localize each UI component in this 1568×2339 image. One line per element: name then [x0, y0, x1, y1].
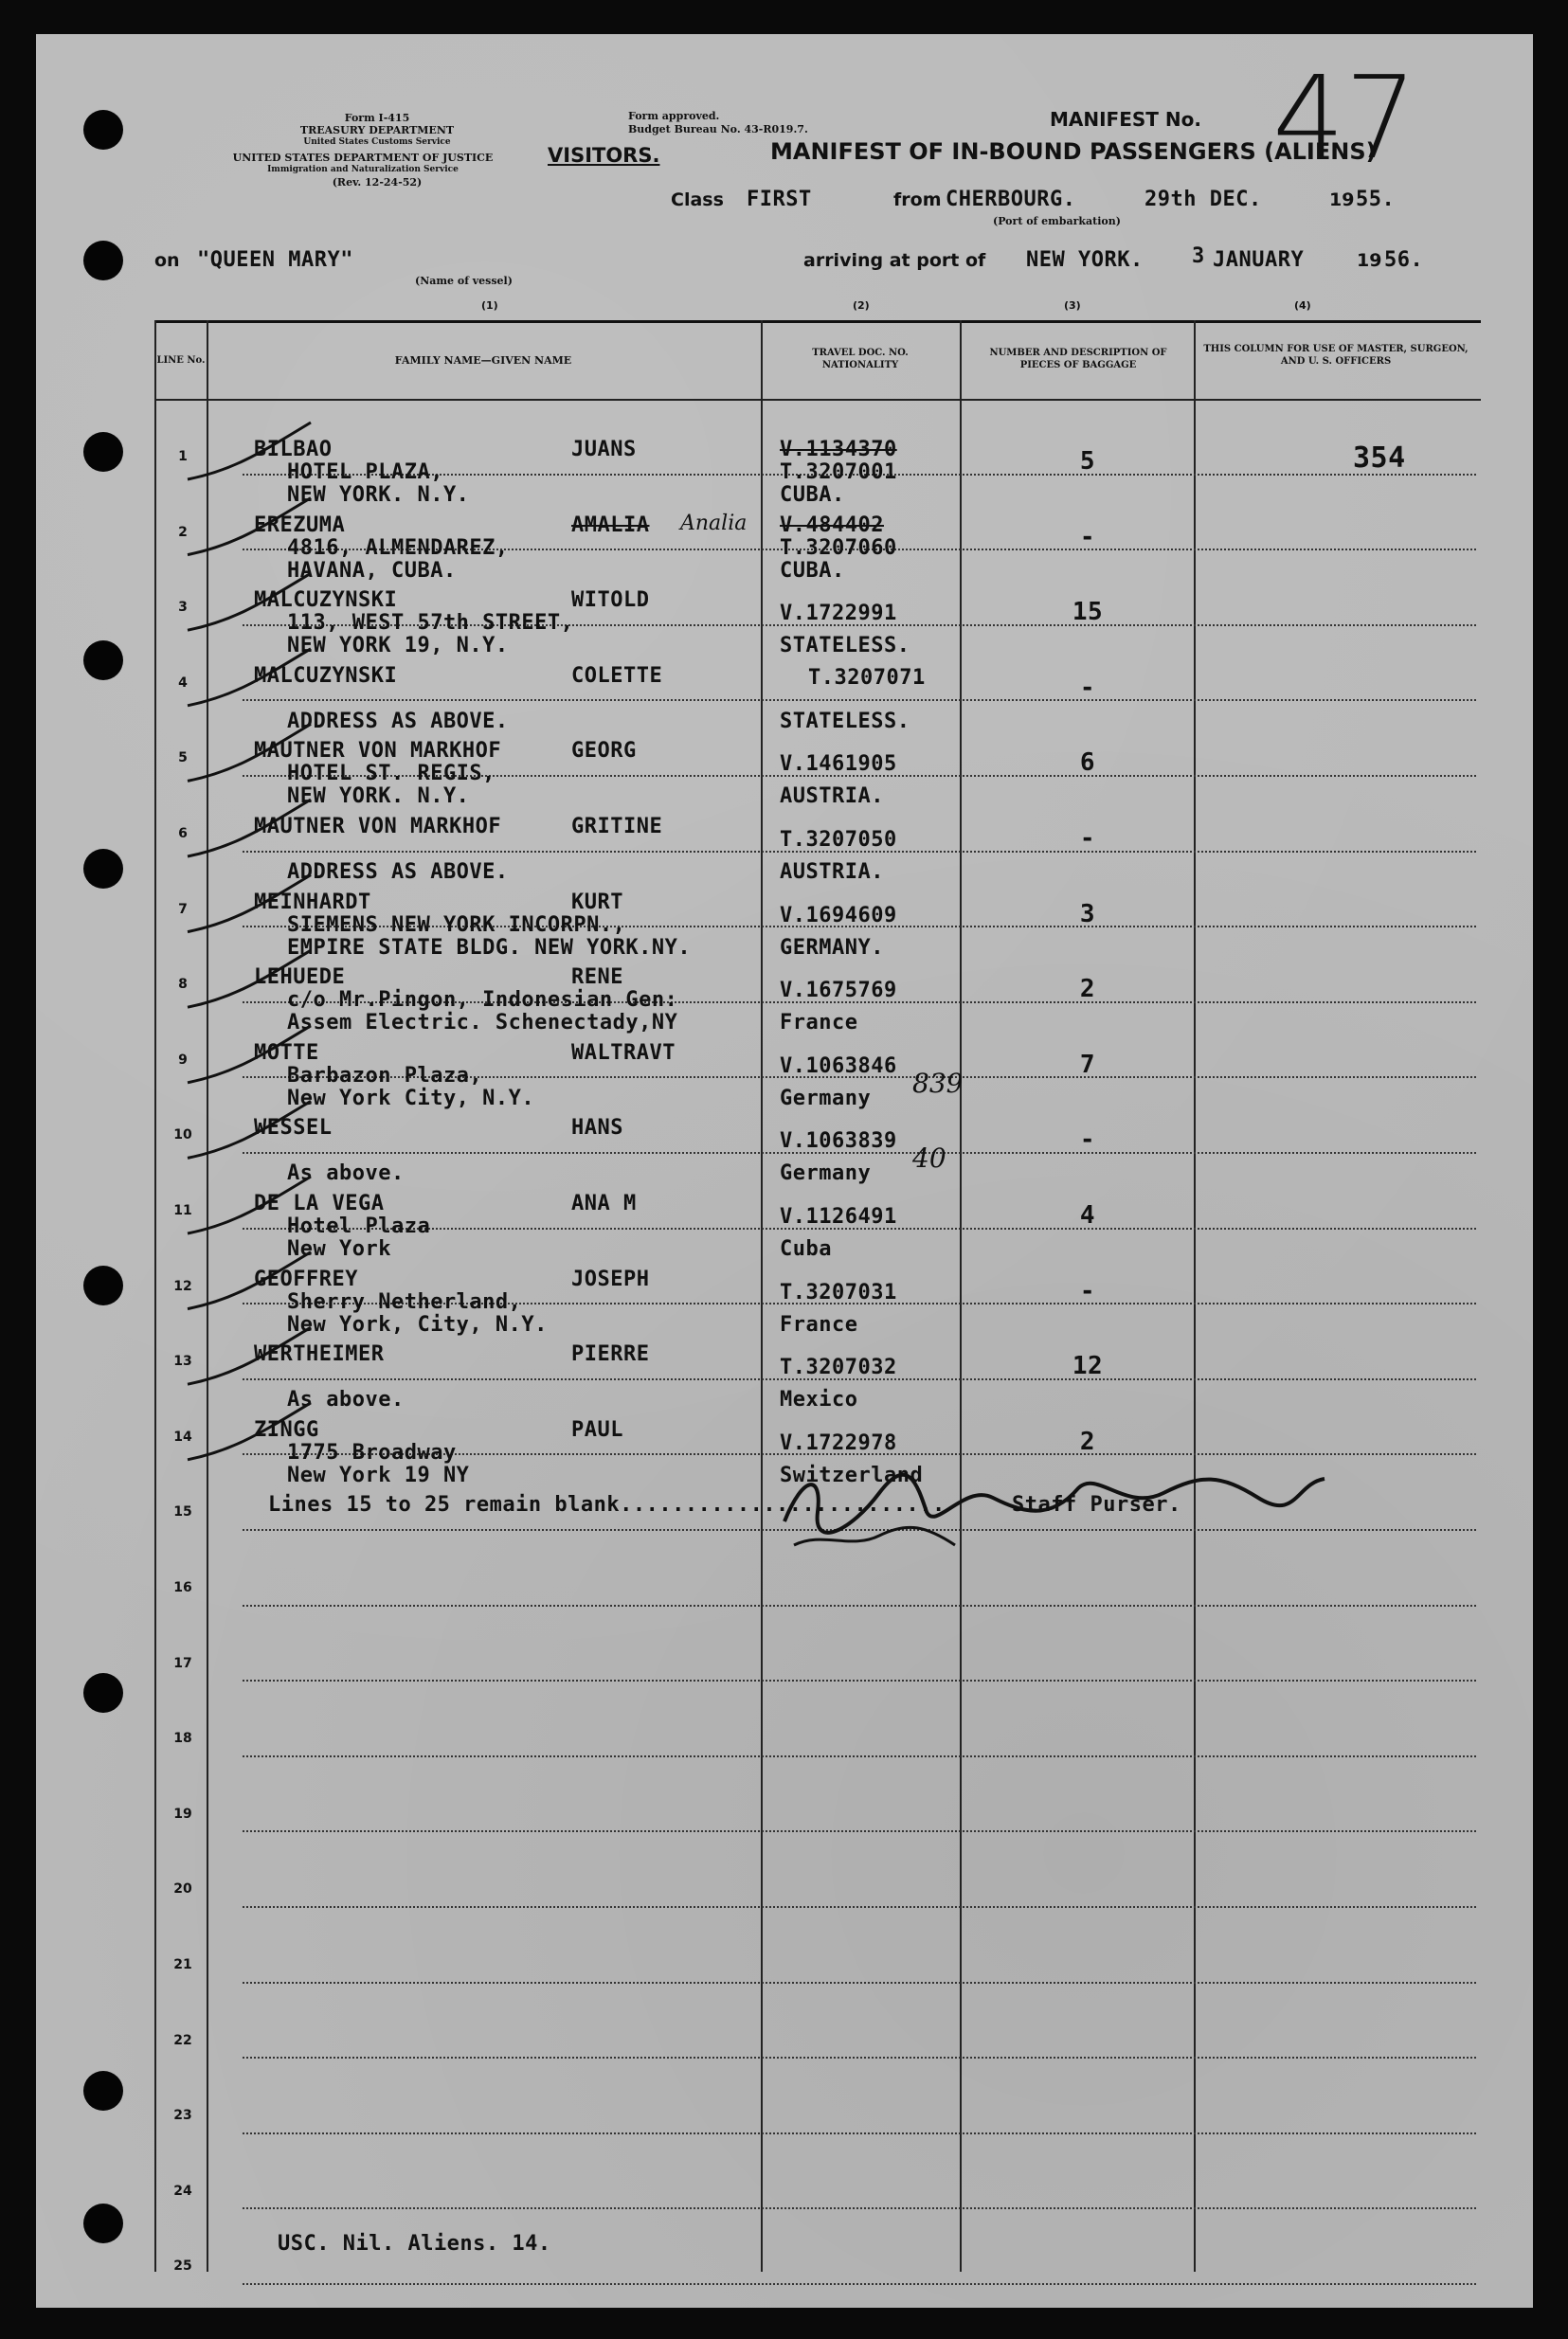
- family-name: MAUTNER VON MARKHOF: [254, 739, 502, 764]
- address-line-2: HAVANA, CUBA.: [287, 558, 457, 583]
- year-2: 56.: [1384, 248, 1424, 272]
- baggage-count: 7: [1079, 1050, 1096, 1079]
- address-line-2: Assem Electric. Schenectady,NY: [287, 1011, 678, 1035]
- address-line-1: Hotel Plaza: [287, 1214, 431, 1238]
- line-number: 6: [178, 826, 188, 841]
- address-line-2: ADDRESS AS ABOVE.: [287, 709, 509, 733]
- line-number: 20: [173, 1881, 192, 1898]
- travel-doc-number: T.3207031: [780, 1280, 897, 1304]
- address-line-2: NEW YORK. N.Y.: [287, 784, 470, 809]
- ins-service: Immigration and Naturalization Service: [267, 165, 459, 174]
- col-divider-officers: [1194, 320, 1196, 2272]
- manifest-title: MANIFEST OF IN-BOUND PASSENGERS (ALIENS): [770, 138, 1377, 165]
- tick-mark: [188, 1177, 311, 1233]
- punch-hole: [83, 432, 123, 472]
- baggage-count: -: [1079, 673, 1096, 702]
- col-num-1: (1): [481, 299, 498, 312]
- travel-doc-number: T.3207050: [780, 828, 897, 852]
- line-number: 23: [173, 2108, 192, 2124]
- form-approved: Form approved.: [628, 110, 720, 122]
- address-line-2: NEW YORK. N.Y.: [287, 483, 470, 507]
- address-line-1: 1775 Broadway: [287, 1440, 457, 1465]
- address-line-1: 113, WEST 57th STREET,: [287, 611, 574, 636]
- family-name: ZINGG: [254, 1417, 319, 1442]
- budget-bureau: Budget Bureau No. 43-R019.7.: [628, 123, 808, 135]
- punch-hole: [83, 110, 123, 150]
- row-divider: [243, 2132, 1476, 2134]
- nationality: Mexico: [780, 1388, 858, 1412]
- arriving-label: arriving at port of: [803, 250, 986, 271]
- dept-justice: UNITED STATES DEPARTMENT OF JUSTICE: [232, 152, 494, 164]
- address-line-1: Sherry Netherland,: [287, 1289, 522, 1314]
- travel-doc-number: V.1675769: [780, 979, 897, 1003]
- family-name: MEINHARDT: [254, 890, 371, 914]
- nationality: Switzerland: [780, 1463, 924, 1487]
- line-number: 10: [173, 1127, 192, 1143]
- purser-signature: [766, 1455, 1334, 1559]
- baggage-count: 12: [1072, 1352, 1104, 1381]
- from-label: from: [893, 189, 942, 210]
- tick-mark: [188, 573, 311, 630]
- punch-hole: [83, 241, 123, 280]
- travel-doc-number: V.1722978: [780, 1430, 897, 1455]
- given-name: GRITINE: [571, 815, 663, 838]
- given-name: GEORG: [571, 739, 637, 764]
- address-line-1: HOTEL ST. REGIS,: [287, 762, 496, 786]
- col-num-2: (2): [853, 299, 870, 312]
- travel-doc-number: T.3207032: [780, 1356, 897, 1380]
- arrival-day: 3: [1192, 244, 1205, 268]
- travel-doc-correction: 40: [912, 1143, 946, 1175]
- line-number: 19: [173, 1806, 192, 1822]
- given-name: HANS: [571, 1116, 623, 1141]
- nationality: Germany: [780, 1161, 872, 1186]
- travel-doc-number: V.1694609: [780, 903, 897, 927]
- family-name: DE LA VEGA: [254, 1192, 385, 1215]
- nationality: France: [780, 1011, 858, 1035]
- line-number: 18: [173, 1731, 192, 1747]
- row-divider: [243, 2207, 1476, 2209]
- family-name: LEHUEDE: [254, 965, 346, 990]
- line-number: 24: [173, 2183, 192, 2199]
- travel-doc-number: V.1722991: [780, 602, 897, 626]
- line-number: 3: [178, 600, 188, 616]
- family-name: BILBAO: [254, 438, 333, 461]
- given-name: PAUL: [571, 1417, 623, 1442]
- visitors-label: VISITORS.: [548, 144, 660, 167]
- travel-doc-number: V.1063846: [780, 1053, 897, 1078]
- line-number: 13: [173, 1354, 192, 1370]
- header-officers: THIS COLUMN FOR USE OF MASTER, SURGEON, AND U. S. OFFICERS: [1203, 344, 1469, 367]
- given-name: AMALIA: [571, 513, 650, 537]
- nationality: CUBA.: [780, 558, 845, 583]
- header-line-no: LINE No.: [156, 355, 206, 366]
- family-name: MAUTNER VON MARKHOF: [254, 815, 502, 838]
- nationality: CUBA.: [780, 483, 845, 507]
- tick-mark: [188, 1403, 311, 1460]
- family-name: MOTTE: [254, 1040, 319, 1065]
- row-divider: [243, 2283, 1476, 2285]
- travel-doc-number: V.1461905: [780, 752, 897, 777]
- travel-doc-number: T.3207060: [780, 535, 897, 560]
- given-name: JOSEPH: [571, 1267, 650, 1291]
- year-prefix-2: 19: [1357, 250, 1382, 271]
- summary-line: USC. Nil. Aliens. 14.: [278, 2232, 551, 2256]
- embarkation-port: CHERBOURG.: [946, 188, 1076, 211]
- baggage-count: -: [1079, 824, 1096, 853]
- tick-mark: [188, 1327, 311, 1384]
- given-name: COLETTE: [571, 663, 663, 688]
- customs-service: United States Customs Service: [303, 137, 451, 147]
- line-number: 1: [178, 449, 188, 464]
- check-marks: [150, 394, 1002, 1910]
- address-line-2: New York City, N.Y.: [287, 1086, 535, 1110]
- punch-hole: [83, 849, 123, 889]
- baggage-count: 15: [1072, 598, 1104, 627]
- remain-blank-note: Lines 15 to 25 remain blank.........................: [268, 1493, 946, 1517]
- vessel-note: (Name of vessel): [415, 275, 513, 287]
- address-line-2: As above.: [287, 1161, 405, 1186]
- nationality: Cuba: [780, 1237, 832, 1261]
- travel-doc-number: V.1126491: [780, 1205, 897, 1229]
- tick-mark: [188, 423, 311, 479]
- address-line-2: New York 19 NY: [287, 1463, 470, 1487]
- line-number: 2: [178, 524, 188, 540]
- line-number: 14: [173, 1429, 192, 1445]
- tick-mark: [188, 498, 311, 555]
- travel-doc-number: T.3207001: [780, 460, 897, 484]
- officer-mark: 354: [1353, 441, 1406, 475]
- travel-doc-struck: V.484402: [780, 513, 884, 537]
- punch-hole: [83, 1266, 123, 1305]
- given-name: WITOLD: [571, 588, 650, 613]
- baggage-count: 6: [1079, 748, 1096, 778]
- address-line-1: Barbazon Plaza,: [287, 1063, 483, 1088]
- baggage-count: 4: [1079, 1201, 1096, 1230]
- vessel-name: "QUEEN MARY": [197, 248, 353, 272]
- tick-mark: [188, 800, 311, 856]
- address-line-1: HOTEL PLAZA,: [287, 460, 443, 484]
- line-number: 25: [173, 2258, 192, 2275]
- punch-hole: [83, 2204, 123, 2243]
- family-name: GEOFFREY: [254, 1267, 358, 1291]
- tick-mark: [188, 950, 311, 1007]
- manifest-page: [36, 34, 1533, 2308]
- nationality: AUSTRIA.: [780, 860, 884, 884]
- address-line-2: NEW YORK 19, N.Y.: [287, 634, 509, 658]
- punch-hole: [83, 1673, 123, 1713]
- given-name-correction: Analia: [680, 511, 748, 535]
- header-name: FAMILY NAME—GIVEN NAME: [394, 354, 572, 367]
- baggage-count: -: [1079, 1276, 1096, 1305]
- arrival-month: JANUARY: [1213, 248, 1305, 272]
- embarkation-date: 29th DEC.: [1144, 188, 1262, 211]
- class-label: Class: [671, 189, 724, 210]
- address-line-1: 4816, ALMENDAREZ,: [287, 535, 509, 560]
- baggage-count: 2: [1079, 1427, 1096, 1456]
- nationality: STATELESS.: [780, 709, 910, 733]
- family-name: EREZUMA: [254, 513, 346, 537]
- col-num-3: (3): [1064, 299, 1081, 312]
- nationality: Germany: [780, 1086, 872, 1110]
- form-revision: (Rev. 12-24-52): [332, 176, 423, 189]
- line-number: 11: [173, 1203, 192, 1218]
- purser-label: Staff Purser.: [1012, 1493, 1181, 1517]
- given-name: JUANS: [571, 438, 637, 461]
- line-number: 16: [173, 1580, 192, 1595]
- punch-hole: [83, 2071, 123, 2111]
- line-number: 12: [173, 1278, 192, 1294]
- line-number: 5: [178, 750, 188, 766]
- address-line-1: SIEMENS NEW YORK INCORPN.,: [287, 912, 626, 937]
- given-name: RENE: [571, 965, 623, 990]
- address-line-2: EMPIRE STATE BLDG. NEW YORK.NY.: [287, 935, 692, 960]
- family-name: WESSEL: [254, 1116, 333, 1141]
- manifest-no-label: MANIFEST No.: [1050, 108, 1201, 131]
- family-name: MALCUZYNSKI: [254, 663, 398, 688]
- travel-doc-number: T.3207071: [808, 665, 926, 690]
- given-name: PIERRE: [571, 1342, 650, 1367]
- address-line-2: As above.: [287, 1388, 405, 1412]
- travel-doc-correction: 839: [912, 1067, 964, 1099]
- punch-hole: [83, 640, 123, 680]
- travel-doc-number: V.1063839: [780, 1129, 897, 1154]
- given-name: KURT: [571, 890, 623, 914]
- baggage-count: -: [1079, 522, 1096, 551]
- line-number: 9: [178, 1052, 188, 1068]
- table-top-border: [154, 320, 1481, 323]
- manifest-number: 47: [1272, 53, 1417, 185]
- tick-mark: [188, 875, 311, 932]
- on-label: on: [154, 250, 180, 271]
- tick-mark: [188, 1026, 311, 1083]
- family-name: MALCUZYNSKI: [254, 588, 398, 613]
- baggage-count: 5: [1079, 447, 1096, 476]
- row-divider: [243, 1982, 1476, 1984]
- class-value: FIRST: [747, 188, 812, 211]
- tick-mark: [188, 1101, 311, 1158]
- header-baggage: NUMBER AND DESCRIPTION OF PIECES OF BAGGAGE: [989, 348, 1167, 370]
- nationality: France: [780, 1312, 858, 1337]
- year-1: 55.: [1356, 188, 1396, 211]
- address-line-2: New York, City, N.Y.: [287, 1312, 548, 1337]
- line-number: 22: [173, 2032, 192, 2048]
- address-line-1: c/o Mr.Pingon, Indonesian Gen:: [287, 988, 678, 1013]
- given-name: WALTRAVT: [571, 1040, 676, 1065]
- year-prefix-1: 19: [1329, 189, 1355, 210]
- line-number: 8: [178, 977, 188, 993]
- header-travel-doc: TRAVEL DOC. NO. NATIONALITY: [812, 348, 909, 370]
- line-number: 15: [173, 1504, 192, 1520]
- tick-mark: [188, 649, 311, 706]
- nationality: STATELESS.: [780, 634, 910, 658]
- dept-treasury: TREASURY DEPARTMENT: [299, 124, 455, 136]
- given-name: ANA M: [571, 1192, 637, 1215]
- line-number: 4: [178, 675, 188, 691]
- tick-mark: [188, 724, 311, 781]
- line-number: 21: [173, 1957, 192, 1972]
- col-num-4: (4): [1294, 299, 1311, 312]
- address-line-2: ADDRESS AS ABOVE.: [287, 860, 509, 884]
- line-number: 17: [173, 1655, 192, 1671]
- form-number: Form I-415: [344, 112, 410, 124]
- baggage-count: 2: [1079, 975, 1096, 1004]
- arrival-port: NEW YORK.: [1026, 248, 1144, 272]
- nationality: GERMANY.: [780, 935, 884, 960]
- line-number: 7: [178, 901, 188, 917]
- embark-note: (Port of embarkation): [993, 215, 1121, 227]
- address-line-2: New York: [287, 1237, 391, 1261]
- tick-mark: [188, 1252, 311, 1309]
- baggage-count: -: [1079, 1125, 1096, 1155]
- nationality: AUSTRIA.: [780, 784, 884, 809]
- baggage-count: 3: [1079, 899, 1096, 928]
- row-divider: [243, 2057, 1476, 2059]
- travel-doc-struck: V.1134370: [780, 438, 897, 461]
- family-name: WERTHEIMER: [254, 1342, 385, 1367]
